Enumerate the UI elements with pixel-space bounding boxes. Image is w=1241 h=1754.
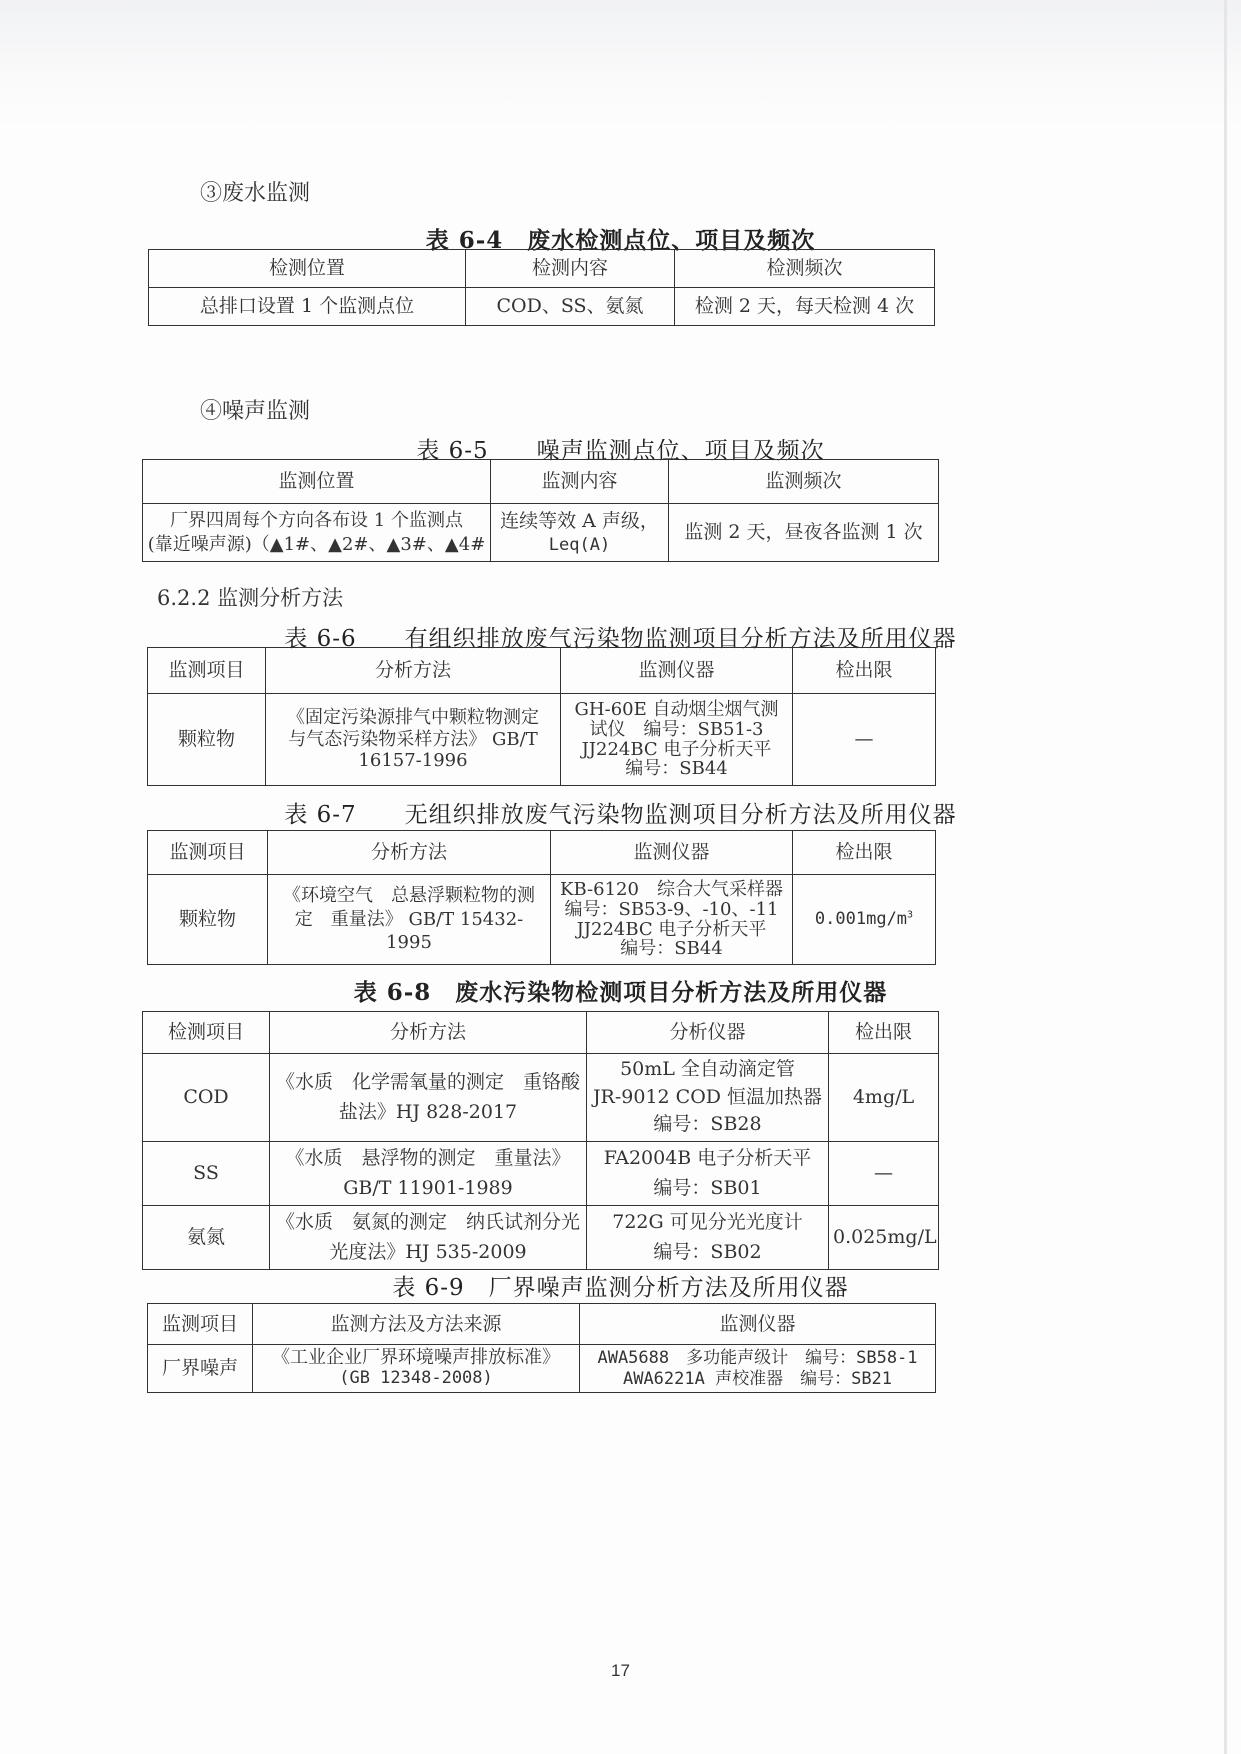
- table-6-8-cell-item: SS: [143, 1142, 270, 1206]
- table-6-4-caption: 表 6-4 废水检测点位、项目及频次: [425, 227, 816, 254]
- table-6-8-method-line: 盐法》HJ 828-2017: [338, 1100, 518, 1123]
- table-6-6-header: 检出限: [793, 648, 936, 694]
- table-6-7-header: 分析方法: [268, 831, 551, 875]
- table-6-7-instrument-line: KB-6120 综合大气采样器: [560, 878, 783, 900]
- table-6-8-method-line: 《水质 悬浮物的测定 重量法》: [285, 1147, 571, 1170]
- table-6-9-header: 监测仪器: [580, 1304, 936, 1345]
- table-6-4-header: 检测内容: [466, 250, 675, 288]
- table-6-5-location-line: (靠近噪声源)（▲1#、▲2#、▲3#、▲4#: [147, 533, 486, 555]
- table-6-9: [147, 1303, 936, 1393]
- subsection-heading: 6.2.2 监测分析方法: [157, 586, 344, 610]
- table-6-4-cell-location: 总排口设置 1 个监测点位: [149, 288, 466, 326]
- page-number: 17: [611, 1661, 630, 1680]
- table-6-6-cell-item: 颗粒物: [148, 694, 266, 786]
- table-6-7-caption: 表 6-7 无组织排放废气污染物监测项目分析方法及所用仪器: [284, 802, 957, 828]
- table-6-4: [148, 249, 935, 326]
- table-6-9-caption: 表 6-9 厂界噪声监测分析方法及所用仪器: [392, 1275, 849, 1301]
- table-6-8-method-line: 《水质 化学需氧量的测定 重铬酸: [275, 1071, 580, 1094]
- table-6-4-header: 检测频次: [675, 250, 935, 288]
- table-6-6-instrument-line: JJ224BC 电子分析天平: [581, 738, 772, 760]
- table-6-8-instrument-line: 编号：SB01: [653, 1176, 762, 1199]
- table-6-8-cell-limit: —: [829, 1142, 939, 1206]
- table-6-8-instrument-line: JR-9012 COD 恒温加热器: [592, 1085, 823, 1108]
- table-6-7-instrument-line: 编号：SB44: [620, 938, 723, 960]
- table-6-5-cell-location: [143, 504, 491, 562]
- table-6-6-cell-instrument: [561, 694, 793, 786]
- table-6-4-cell-frequency: 检测 2 天，每天检测 4 次: [675, 288, 935, 326]
- table-6-7-header: 监测项目: [148, 831, 268, 875]
- table-6-8-cell-instrument: [587, 1054, 829, 1142]
- table-6-8-method-line: 光度法》HJ 535-2009: [329, 1240, 527, 1263]
- table-6-7-limit-value: 0.001mg/m: [814, 909, 908, 930]
- table-6-8-cell-item: 氨氮: [143, 1206, 270, 1270]
- table-6-8-cell-method: [270, 1054, 587, 1142]
- table-6-9-header: 监测方法及方法来源: [253, 1304, 580, 1345]
- table-6-7-method-line: 定 重量法》 GB/T 15432-1995: [294, 908, 524, 954]
- table-6-6-method-line: 16157-1996: [358, 750, 468, 772]
- table-6-8-instrument-line: FA2004B 电子分析天平: [603, 1147, 812, 1170]
- section-water-heading: ③废水监测: [200, 181, 311, 206]
- table-6-5-cell-content: [491, 504, 669, 562]
- table-6-7-cell-item: 颗粒物: [148, 875, 268, 965]
- table-6-5-header: 监测内容: [491, 460, 669, 504]
- table-6-8-header: 检出限: [829, 1012, 939, 1054]
- table-6-8-method-line: GB/T 11901-1989: [343, 1176, 513, 1199]
- table-6-9-instrument-line: AWA5688 多功能声级计 编号：SB58-1: [597, 1348, 918, 1369]
- table-6-7-cell-instrument: [551, 875, 793, 965]
- table-6-8-header: 分析仪器: [587, 1012, 829, 1054]
- table-6-8-header: 检测项目: [143, 1012, 270, 1054]
- table-6-8-instrument-line: 编号：SB28: [653, 1113, 762, 1136]
- table-6-6-header: 监测项目: [148, 648, 266, 694]
- table-6-8-method-line: 《水质 氨氮的测定 纳氏试剂分光: [275, 1211, 580, 1234]
- table-6-5-content-line: Leq(A): [548, 534, 611, 555]
- table-6-9-cell-method: [253, 1345, 580, 1393]
- scan-edge: [1224, 0, 1227, 1754]
- table-6-7-header: 监测仪器: [551, 831, 793, 875]
- table-6-7-limit-unit-exponent: 3: [907, 909, 914, 921]
- table-6-7-cell-method: [268, 875, 551, 965]
- table-6-8-cell-instrument: [587, 1142, 829, 1206]
- table-6-8-cell-item: COD: [143, 1054, 270, 1142]
- table-6-7-header: 检出限: [793, 831, 936, 875]
- table-6-9-cell-item: 厂界噪声: [148, 1345, 253, 1393]
- table-6-8-cell-limit: 4mg/L: [829, 1054, 939, 1142]
- table-6-6-caption: 表 6-6 有组织排放废气污染物监测项目分析方法及所用仪器: [284, 626, 957, 652]
- table-6-8-cell-method: [270, 1142, 587, 1206]
- table-6-8-cell-instrument: [587, 1206, 829, 1270]
- table-6-9-header: 监测项目: [148, 1304, 253, 1345]
- table-6-6-instrument-line: GH-60E 自动烟尘烟气测: [574, 698, 779, 720]
- table-6-5-location-line: 厂界四周每个方向各布设 1 个监测点: [170, 510, 463, 532]
- table-6-9-method-line: (GB 12348-2008): [339, 1368, 493, 1389]
- section-noise-heading: ④噪声监测: [200, 399, 311, 424]
- table-6-4-cell-content: COD、SS、氨氮: [466, 288, 675, 326]
- table-6-7-instrument-line: 编号：SB53-9、-10、-11: [564, 898, 779, 920]
- table-6-5-caption: 表 6-5 噪声监测点位、项目及频次: [416, 438, 825, 464]
- table-6-8-cell-limit: 0.025mg/L: [829, 1206, 939, 1270]
- table-6-8-cell-method: [270, 1206, 587, 1270]
- table-6-8-header: 分析方法: [270, 1012, 587, 1054]
- table-6-9-instrument-line: AWA6221A 声校准器 编号：SB21: [622, 1368, 893, 1389]
- table-6-6-header: 监测仪器: [561, 648, 793, 694]
- table-6-6-instrument-line: 试仪 编号：SB51-3: [589, 718, 764, 740]
- table-6-7-method-line: 《环境空气 总悬浮颗粒物的测: [283, 885, 535, 907]
- table-6-5-header: 监测频次: [669, 460, 939, 504]
- table-6-6-method-line: 《固定污染源排气中颗粒物测定: [287, 707, 539, 729]
- scan-shadow: [0, 0, 1241, 130]
- table-6-6: [147, 647, 936, 786]
- table-6-7-instrument-line: JJ224BC 电子分析天平: [576, 918, 767, 940]
- table-6-5-content-line: 连续等效 A 声级，: [500, 510, 659, 533]
- table-6-4-header: 检测位置: [149, 250, 466, 288]
- table-6-6-method-line: 与气态污染物采样方法》 GB/T: [288, 728, 538, 750]
- table-6-7: [147, 830, 936, 965]
- table-6-8-instrument-line: 722G 可见分光光度计: [612, 1211, 803, 1234]
- table-6-7-cell-limit: [793, 875, 936, 965]
- table-6-8: [142, 1011, 939, 1270]
- table-6-8-instrument-line: 编号：SB02: [653, 1240, 762, 1263]
- table-6-8-instrument-line: 50mL 全自动滴定管: [620, 1058, 795, 1081]
- table-6-6-header: 分析方法: [266, 648, 561, 694]
- table-6-5-header: 监测位置: [143, 460, 491, 504]
- table-6-6-instrument-line: 编号：SB44: [625, 758, 728, 780]
- table-6-6-cell-limit: —: [793, 694, 936, 786]
- table-6-5: [142, 459, 939, 562]
- table-6-8-caption: 表 6-8 废水污染物检测项目分析方法及所用仪器: [353, 979, 888, 1006]
- table-6-9-method-line: 《工业企业厂界环境噪声排放标准》: [272, 1347, 560, 1369]
- table-6-9-cell-instrument: [580, 1345, 936, 1393]
- table-6-6-cell-method: [266, 694, 561, 786]
- table-6-5-cell-frequency: 监测 2 天，昼夜各监测 1 次: [669, 504, 939, 562]
